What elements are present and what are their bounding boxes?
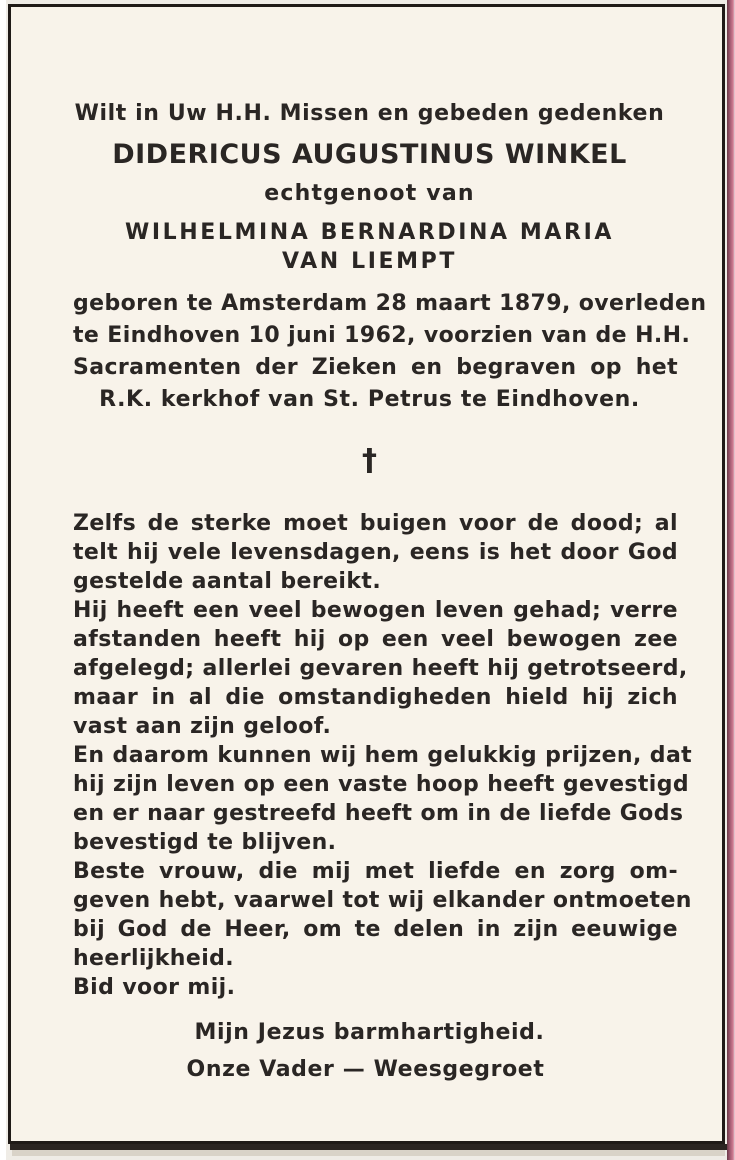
scan-margin xyxy=(0,0,6,1160)
biography-line: geboren te Amsterdam 28 maart 1879, overleden xyxy=(73,291,707,316)
closing-prayers: Onze Vader — Weesgegroet xyxy=(186,1057,545,1082)
text-line: En daarom kunnen wij hem gelukkig prijzen, dat xyxy=(73,743,693,768)
text-line: telt hij vele levensdagen, eens is het door God xyxy=(73,540,678,565)
text-line: afgelegd; allerlei gevaren heeft hij getrotseerd, xyxy=(73,656,688,681)
text-line: maar in al die omstandigheden hield hij zich xyxy=(73,685,678,710)
text-line: en er naar gestreefd heeft om in de liefde Gods xyxy=(73,801,684,826)
text-line: heerlijkheid. xyxy=(73,946,235,971)
biography-line: te Eindhoven 10 juni 1962, voorzien van de H.H. xyxy=(73,323,691,348)
intro-line: Wilt in Uw H.H. Missen en gebeden gedenken xyxy=(74,101,665,126)
text-line: bij God de Heer, om te delen in zijn eeuwige xyxy=(73,917,678,942)
text-line: Bid voor mij. xyxy=(73,975,236,1000)
card-bottom-edge xyxy=(12,1150,725,1156)
spouse-name-line-1: WILHELMINA BERNARDINA MARIA xyxy=(124,220,615,245)
relation-line: echtgenoot van xyxy=(264,181,475,206)
backing-edge xyxy=(727,0,735,1160)
text-line: Beste vrouw, die mij met liefde en zorg om- xyxy=(73,859,678,884)
text-line: gestelde aantal bereikt. xyxy=(73,569,382,594)
closing-invocation: Mijn Jezus barmhartigheid. xyxy=(194,1020,545,1045)
deceased-name: DIDERICUS AUGUSTINUS WINKEL xyxy=(112,139,627,170)
text-line: vast aan zijn geloof. xyxy=(73,714,332,739)
biography-line: R.K. kerkhof van St. Petrus te Eindhoven. xyxy=(99,387,640,412)
text-line: afstanden heeft hij op een veel bewogen zee xyxy=(73,627,678,652)
memorial-card xyxy=(8,4,725,1144)
biography-line: Sacramenten der Zieken en begraven op het xyxy=(73,355,678,380)
text-line: bevestigd te blijven. xyxy=(73,830,337,855)
text-line: Zelfs de sterke moet buigen voor de dood; al xyxy=(73,511,678,536)
cross-icon: † xyxy=(362,443,377,478)
text-line: Hij heeft een veel bewogen leven gehad; verre xyxy=(73,598,678,623)
text-line: hij zijn leven op een vaste hoop heeft gevestigd xyxy=(73,772,690,797)
text-line: geven hebt, vaarwel tot wij elkander ontmoeten xyxy=(73,888,692,913)
spouse-name-line-2: VAN LIEMPT xyxy=(282,249,457,274)
